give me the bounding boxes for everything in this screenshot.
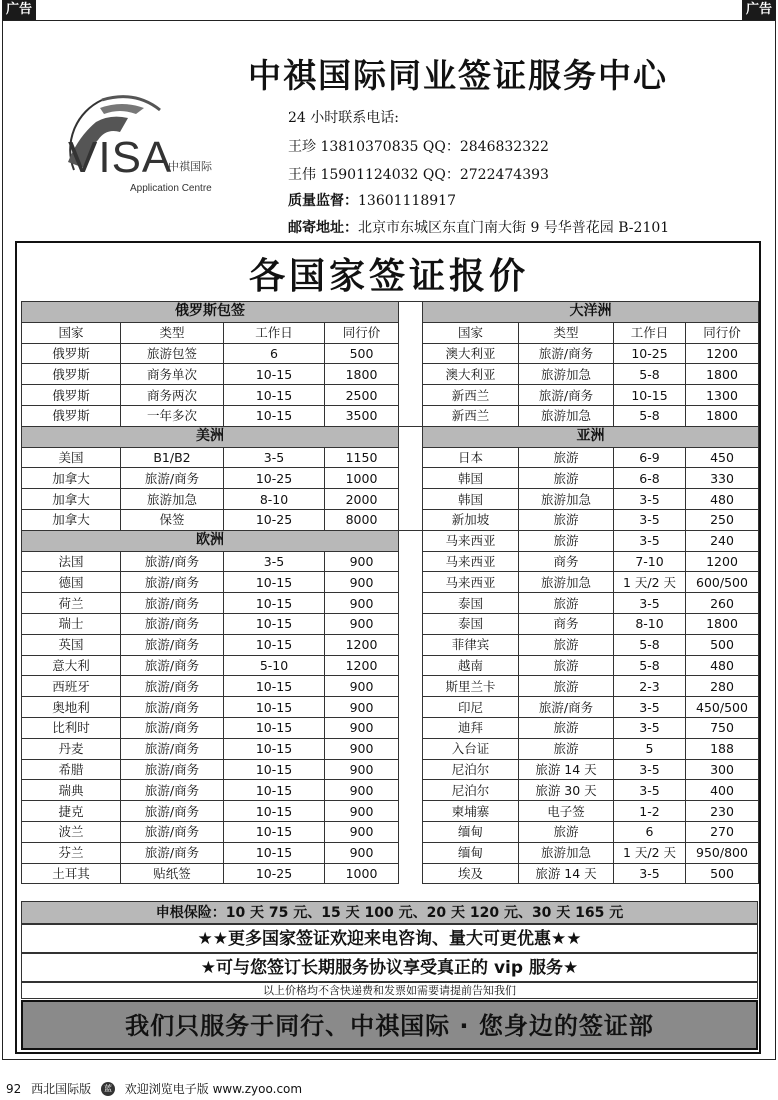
workdays-cell: 2-3 <box>614 676 686 697</box>
price-cell: 600/500 <box>686 572 759 593</box>
workdays-cell: 6 <box>614 821 686 842</box>
workdays-cell: 10-15 <box>224 738 325 759</box>
type-cell: 旅游/商务 <box>121 676 224 697</box>
vip-note: ★可与您签订长期服务协议享受真正的 vip 服务★ <box>21 953 758 982</box>
table-row <box>22 593 759 614</box>
workdays-cell: 3-5 <box>614 509 686 530</box>
workdays-cell: 1 天/2 天 <box>614 842 686 863</box>
type-cell: 保签 <box>121 509 224 530</box>
price-cell: 1800 <box>686 613 759 634</box>
country-cell: 澳大利亚 <box>423 343 519 364</box>
price-cell: 900 <box>325 572 399 593</box>
table-row <box>22 343 759 364</box>
price-cell: 450/500 <box>686 697 759 718</box>
workdays-cell: 5 <box>614 738 686 759</box>
workdays-cell: 10-15 <box>224 676 325 697</box>
workdays-cell: 3-5 <box>224 551 325 572</box>
type-cell: 旅游/商务 <box>121 593 224 614</box>
type-cell: 旅游/商务 <box>121 655 224 676</box>
address-row <box>288 217 669 237</box>
workdays-cell: 10-15 <box>224 717 325 738</box>
table-row <box>22 780 759 801</box>
quality-row <box>288 190 456 210</box>
workdays-cell: 3-5 <box>614 697 686 718</box>
type-cell: 旅游 <box>519 655 614 676</box>
type-cell: 旅游 14 天 <box>519 759 614 780</box>
price-cell: 900 <box>325 593 399 614</box>
country-cell: 德国 <box>22 572 121 593</box>
type-cell: 商务 <box>519 613 614 634</box>
workdays-cell: 5-8 <box>614 364 686 385</box>
price-cell: 1200 <box>686 343 759 364</box>
workdays-cell: 10-15 <box>224 405 325 426</box>
type-cell: 旅游/商务 <box>121 468 224 489</box>
country-cell: 奥地利 <box>22 697 121 718</box>
region-header: 亚洲 <box>423 426 759 447</box>
company-title: 中祺国际同业签证服务中心 <box>248 56 668 95</box>
price-cell: 1800 <box>686 364 759 385</box>
country-cell: 泰国 <box>423 613 519 634</box>
country-cell: 芬兰 <box>22 842 121 863</box>
type-cell: 旅游/商务 <box>121 801 224 822</box>
type-cell: 旅游/商务 <box>121 780 224 801</box>
column-separator <box>399 509 423 530</box>
workdays-cell: 10-15 <box>224 385 325 406</box>
workdays-cell: 10-15 <box>224 572 325 593</box>
price-cell: 900 <box>325 717 399 738</box>
country-cell: 斯里兰卡 <box>423 676 519 697</box>
price-cell: 500 <box>686 863 759 884</box>
page-footer <box>6 1080 308 1097</box>
table-row <box>22 530 759 551</box>
board-title: 各国家签证报价 <box>248 256 529 297</box>
type-cell: 电子签 <box>519 801 614 822</box>
price-cell: 900 <box>325 697 399 718</box>
type-cell: 旅游/商务 <box>121 821 224 842</box>
workdays-cell: 10-15 <box>224 634 325 655</box>
price-cell: 480 <box>686 489 759 510</box>
table-row <box>22 364 759 385</box>
table-row <box>22 634 759 655</box>
workdays-cell: 5-8 <box>614 405 686 426</box>
table-row <box>22 322 759 343</box>
price-cell: 1000 <box>325 863 399 884</box>
column-header: 同行价 <box>686 322 759 343</box>
page-number: 92 <box>6 1082 22 1096</box>
price-cell: 240 <box>686 530 759 551</box>
svg-text:Application Centre: Application Centre <box>130 183 212 194</box>
type-cell: 商务 <box>519 551 614 572</box>
column-separator <box>399 593 423 614</box>
country-cell: 美国 <box>22 447 121 468</box>
type-cell: 旅游加急 <box>121 489 224 510</box>
region-header: 俄罗斯包签 <box>22 302 399 323</box>
contact-name: 王伟 <box>288 167 316 183</box>
svg-text:中祺国际: 中祺国际 <box>168 160 212 173</box>
column-header: 工作日 <box>614 322 686 343</box>
table-row <box>22 551 759 572</box>
type-cell: 旅游加急 <box>519 842 614 863</box>
column-separator <box>399 801 423 822</box>
insurance-note: 申根保险：10 天 75 元、15 天 100 元、20 天 120 元、30 天 165 元 <box>21 901 758 924</box>
table-row <box>22 509 759 530</box>
type-cell: 旅游 <box>519 593 614 614</box>
country-cell: 加拿大 <box>22 468 121 489</box>
type-cell: 商务两次 <box>121 385 224 406</box>
price-cell: 900 <box>325 801 399 822</box>
column-separator <box>399 780 423 801</box>
type-cell: 旅游加急 <box>519 572 614 593</box>
column-separator <box>399 676 423 697</box>
table-row <box>22 759 759 780</box>
contact-row-2 <box>288 164 549 184</box>
type-cell: 旅游/商务 <box>519 697 614 718</box>
price-cell: 230 <box>686 801 759 822</box>
column-separator <box>399 863 423 884</box>
country-cell: 尼泊尔 <box>423 780 519 801</box>
quality-phone: 13601118917 <box>358 193 456 209</box>
workdays-cell: 7-10 <box>614 551 686 572</box>
price-cell: 2500 <box>325 385 399 406</box>
type-cell: 旅游加急 <box>519 405 614 426</box>
price-cell: 1200 <box>686 551 759 572</box>
price-cell: 1800 <box>686 405 759 426</box>
price-cell: 900 <box>325 842 399 863</box>
country-cell: 日本 <box>423 447 519 468</box>
column-separator <box>399 343 423 364</box>
type-cell: 旅游/商务 <box>121 613 224 634</box>
country-cell: 澳大利亚 <box>423 364 519 385</box>
workdays-cell: 3-5 <box>614 717 686 738</box>
price-cell: 250 <box>686 509 759 530</box>
type-cell: 旅游 <box>519 468 614 489</box>
price-cell: 280 <box>686 676 759 697</box>
contact-qq: QQ：2722474393 <box>422 167 549 183</box>
table-row <box>22 385 759 406</box>
type-cell: 旅游/商务 <box>121 634 224 655</box>
svg-text:VISA: VISA <box>68 133 173 182</box>
contact-name: 王珍 <box>288 139 316 155</box>
table-row <box>22 405 759 426</box>
country-cell: 加拿大 <box>22 489 121 510</box>
table-row <box>22 302 759 323</box>
ad-label-left: 广告 <box>2 0 36 20</box>
country-cell: 波兰 <box>22 821 121 842</box>
workdays-cell: 10-15 <box>224 780 325 801</box>
hotline-label: 24 小时联系电话: <box>288 110 399 126</box>
type-cell: 旅游 <box>519 676 614 697</box>
country-cell: 俄罗斯 <box>22 364 121 385</box>
country-cell: 缅甸 <box>423 842 519 863</box>
price-cell: 1300 <box>686 385 759 406</box>
type-cell: 旅游 <box>519 530 614 551</box>
workdays-cell: 10-15 <box>224 801 325 822</box>
column-separator <box>399 405 423 426</box>
price-cell: 300 <box>686 759 759 780</box>
country-cell: 瑞典 <box>22 780 121 801</box>
quality-label: 质量监督： <box>288 193 358 209</box>
country-cell: 印尼 <box>423 697 519 718</box>
price-cell: 270 <box>686 821 759 842</box>
column-separator <box>399 551 423 572</box>
column-separator <box>399 530 423 551</box>
column-separator <box>399 821 423 842</box>
region-header: 美洲 <box>22 426 399 447</box>
contact-qq: QQ：2846832322 <box>422 139 549 155</box>
country-cell: 土耳其 <box>22 863 121 884</box>
country-cell: 新西兰 <box>423 405 519 426</box>
price-cell: 500 <box>686 634 759 655</box>
table-row <box>22 697 759 718</box>
country-cell: 意大利 <box>22 655 121 676</box>
price-cell: 1200 <box>325 634 399 655</box>
contact-phone: 13810370835 <box>320 139 419 155</box>
column-separator <box>399 364 423 385</box>
workdays-cell: 10-25 <box>614 343 686 364</box>
table-row <box>22 801 759 822</box>
country-cell: 法国 <box>22 551 121 572</box>
price-cell: 1000 <box>325 468 399 489</box>
type-cell: 旅游加急 <box>519 489 614 510</box>
table-row <box>22 426 759 447</box>
edition-name: 西北国际版 <box>31 1082 92 1096</box>
type-cell: 旅游 <box>519 717 614 738</box>
price-cell: 950/800 <box>686 842 759 863</box>
column-separator <box>399 447 423 468</box>
workdays-cell: 10-15 <box>224 759 325 780</box>
type-cell: 旅游 <box>519 821 614 842</box>
workdays-cell: 3-5 <box>614 780 686 801</box>
column-separator <box>399 842 423 863</box>
workdays-cell: 6-8 <box>614 468 686 489</box>
workdays-cell: 10-15 <box>224 593 325 614</box>
column-header: 同行价 <box>325 322 399 343</box>
column-header: 国家 <box>22 322 121 343</box>
workdays-cell: 10-15 <box>614 385 686 406</box>
type-cell: 旅游 <box>519 509 614 530</box>
type-cell: B1/B2 <box>121 447 224 468</box>
country-cell: 新西兰 <box>423 385 519 406</box>
country-cell: 入台证 <box>423 738 519 759</box>
price-disclaimer: 以上价格均不含快递费和发票如需要请提前告知我们 <box>21 982 758 999</box>
price-cell: 3500 <box>325 405 399 426</box>
column-separator <box>399 613 423 634</box>
table-row <box>22 489 759 510</box>
column-separator <box>399 655 423 676</box>
price-cell: 900 <box>325 613 399 634</box>
country-cell: 迪拜 <box>423 717 519 738</box>
price-cell: 500 <box>325 343 399 364</box>
visa-logo <box>40 92 230 202</box>
price-cell: 1150 <box>325 447 399 468</box>
column-separator <box>399 426 423 447</box>
country-cell: 韩国 <box>423 489 519 510</box>
table-row <box>22 821 759 842</box>
workdays-cell: 5-8 <box>614 634 686 655</box>
column-header: 工作日 <box>224 322 325 343</box>
column-separator <box>399 322 423 343</box>
country-cell: 希腊 <box>22 759 121 780</box>
workdays-cell: 8-10 <box>224 489 325 510</box>
type-cell: 旅游/商务 <box>121 717 224 738</box>
workdays-cell: 1 天/2 天 <box>614 572 686 593</box>
price-cell: 900 <box>325 780 399 801</box>
workdays-cell: 3-5 <box>614 489 686 510</box>
column-separator <box>399 697 423 718</box>
column-header: 类型 <box>121 322 224 343</box>
country-cell: 英国 <box>22 634 121 655</box>
column-separator <box>399 385 423 406</box>
table-row <box>22 717 759 738</box>
country-cell: 马来西亚 <box>423 551 519 572</box>
price-cell: 480 <box>686 655 759 676</box>
price-cell: 750 <box>686 717 759 738</box>
address-text: 北京市东城区东直门南大街 9 号华普花园 B-2101 <box>358 220 670 236</box>
price-cell: 2000 <box>325 489 399 510</box>
column-separator <box>399 759 423 780</box>
column-separator <box>399 634 423 655</box>
region-header: 欧洲 <box>22 530 399 551</box>
price-cell: 900 <box>325 738 399 759</box>
country-cell: 柬埔寨 <box>423 801 519 822</box>
type-cell: 商务单次 <box>121 364 224 385</box>
workdays-cell: 10-15 <box>224 842 325 863</box>
workdays-cell: 10-15 <box>224 697 325 718</box>
workdays-cell: 10-15 <box>224 613 325 634</box>
country-cell: 俄罗斯 <box>22 405 121 426</box>
table-row <box>22 863 759 884</box>
country-cell: 俄罗斯 <box>22 343 121 364</box>
type-cell: 旅游/商务 <box>121 697 224 718</box>
workdays-cell: 3-5 <box>614 863 686 884</box>
workdays-cell: 3-5 <box>614 593 686 614</box>
country-cell: 比利时 <box>22 717 121 738</box>
workdays-cell: 8-10 <box>614 613 686 634</box>
workdays-cell: 3-5 <box>614 530 686 551</box>
country-cell: 加拿大 <box>22 509 121 530</box>
price-cell: 400 <box>686 780 759 801</box>
price-cell: 900 <box>325 821 399 842</box>
country-cell: 西班牙 <box>22 676 121 697</box>
workdays-cell: 6-9 <box>614 447 686 468</box>
workdays-cell: 10-25 <box>224 509 325 530</box>
country-cell: 缅甸 <box>423 821 519 842</box>
edition-badge-icon: 蓝 <box>101 1082 115 1096</box>
column-separator <box>399 302 423 323</box>
country-cell: 尼泊尔 <box>423 759 519 780</box>
table-row <box>22 613 759 634</box>
column-separator <box>399 572 423 593</box>
country-cell: 泰国 <box>423 593 519 614</box>
column-header: 类型 <box>519 322 614 343</box>
type-cell: 旅游 30 天 <box>519 780 614 801</box>
country-cell: 马来西亚 <box>423 572 519 593</box>
workdays-cell: 10-15 <box>224 821 325 842</box>
workdays-cell: 1-2 <box>614 801 686 822</box>
country-cell: 瑞士 <box>22 613 121 634</box>
column-separator <box>399 468 423 489</box>
type-cell: 旅游包签 <box>121 343 224 364</box>
country-cell: 马来西亚 <box>423 530 519 551</box>
type-cell: 贴纸签 <box>121 863 224 884</box>
country-cell: 捷克 <box>22 801 121 822</box>
type-cell: 旅游/商务 <box>121 842 224 863</box>
ad-label-right: 广告 <box>742 0 776 20</box>
price-cell: 188 <box>686 738 759 759</box>
price-cell: 900 <box>325 676 399 697</box>
type-cell: 旅游 14 天 <box>519 863 614 884</box>
workdays-cell: 5-10 <box>224 655 325 676</box>
type-cell: 旅游/商务 <box>121 759 224 780</box>
workdays-cell: 3-5 <box>614 759 686 780</box>
country-cell: 越南 <box>423 655 519 676</box>
table-row <box>22 738 759 759</box>
price-cell: 1200 <box>325 655 399 676</box>
workdays-cell: 5-8 <box>614 655 686 676</box>
column-header: 国家 <box>423 322 519 343</box>
region-header: 大洋洲 <box>423 302 759 323</box>
contact-row-1 <box>288 136 549 156</box>
country-cell: 韩国 <box>423 468 519 489</box>
workdays-cell: 10-15 <box>224 364 325 385</box>
price-table <box>21 301 759 884</box>
welcome-text: 欢迎浏览电子版 www.zyoo.com <box>124 1082 303 1096</box>
address-label: 邮寄地址： <box>288 220 358 236</box>
price-cell: 900 <box>325 759 399 780</box>
type-cell: 旅游/商务 <box>121 551 224 572</box>
type-cell: 旅游 <box>519 447 614 468</box>
price-cell: 330 <box>686 468 759 489</box>
country-cell: 俄罗斯 <box>22 385 121 406</box>
type-cell: 旅游/商务 <box>519 385 614 406</box>
price-cell: 450 <box>686 447 759 468</box>
country-cell: 菲律宾 <box>423 634 519 655</box>
table-row <box>22 842 759 863</box>
table-row <box>22 572 759 593</box>
table-row <box>22 676 759 697</box>
price-cell: 1800 <box>325 364 399 385</box>
workdays-cell: 10-25 <box>224 863 325 884</box>
price-cell: 260 <box>686 593 759 614</box>
type-cell: 旅游 <box>519 634 614 655</box>
contact-phone: 15901124032 <box>320 167 419 183</box>
country-cell: 埃及 <box>423 863 519 884</box>
type-cell: 旅游/商务 <box>121 572 224 593</box>
price-cell: 900 <box>325 551 399 572</box>
column-separator <box>399 738 423 759</box>
type-cell: 旅游加急 <box>519 364 614 385</box>
type-cell: 一年多次 <box>121 405 224 426</box>
country-cell: 丹麦 <box>22 738 121 759</box>
column-separator <box>399 717 423 738</box>
price-cell: 8000 <box>325 509 399 530</box>
more-countries-note: ★★更多国家签证欢迎来电咨询、量大可更优惠★★ <box>21 924 758 953</box>
type-cell: 旅游/商务 <box>519 343 614 364</box>
table-row <box>22 447 759 468</box>
type-cell: 旅游/商务 <box>121 738 224 759</box>
column-separator <box>399 489 423 510</box>
table-row <box>22 655 759 676</box>
workdays-cell: 10-25 <box>224 468 325 489</box>
slogan: 我们只服务于同行、中祺国际 · 您身边的签证部 <box>21 1000 758 1050</box>
table-row <box>22 468 759 489</box>
country-cell: 新加坡 <box>423 509 519 530</box>
workdays-cell: 6 <box>224 343 325 364</box>
workdays-cell: 3-5 <box>224 447 325 468</box>
type-cell: 旅游 <box>519 738 614 759</box>
country-cell: 荷兰 <box>22 593 121 614</box>
